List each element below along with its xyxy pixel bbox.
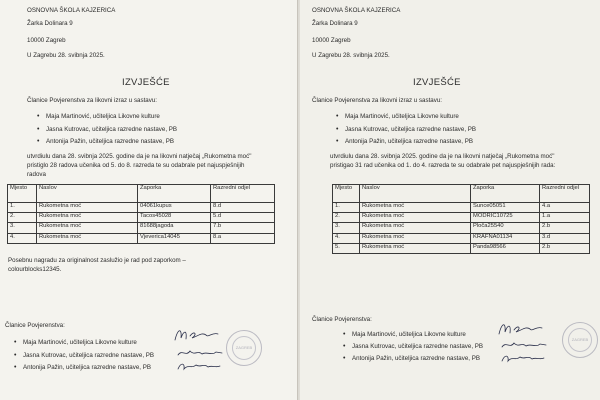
cell-title: Rukometna moć xyxy=(360,233,471,243)
stamp-text: ZAGREB xyxy=(235,345,253,350)
report-page-left xyxy=(0,0,298,400)
cell-code: Panda98566 xyxy=(471,243,540,253)
special-award-note: Posebnu nagradu za originalnost zaslužio je rad pod zaporkom – colourblocks12345. xyxy=(8,257,186,273)
cell-title: Rukometna moć xyxy=(360,203,471,213)
cell-place: 1. xyxy=(8,203,37,213)
cell-class: 4.a xyxy=(540,203,590,213)
table-row xyxy=(8,203,275,213)
school-name: OSNOVNA ŠKOLA KAJZERICA xyxy=(27,7,116,14)
table-row xyxy=(333,203,590,213)
signatory-member: • Maja Martinović, učiteljica Likovne kulture xyxy=(352,331,466,338)
committee-signature-label: Članice Povjerenstva: xyxy=(312,316,372,323)
cell-title: Rukometna moć xyxy=(37,203,138,213)
committee-member: • Antonija Pažin, učiteljica razredne nastave, PB xyxy=(46,138,174,145)
col-header-code: Zaporka xyxy=(138,185,211,203)
findings-statement: utvrdiulu dana 28. svibnja 2025. godine da je na likovni natječaj „Rukometna moć" pristigao 31 rad učenika od 1. do 4. razreda te su odabrale pet najuspješnijih rada: xyxy=(330,153,556,169)
table-row xyxy=(333,223,590,233)
signatory-member: • Maja Martinović, učiteljica Likovne kulture xyxy=(23,339,137,346)
cell-title: Rukometna moć xyxy=(37,223,138,233)
signature-maja xyxy=(172,326,222,344)
report-title: IZVJEŠĆE xyxy=(122,77,170,88)
cell-class: 2.b xyxy=(540,243,590,253)
col-header-class: Razredni odjel xyxy=(211,185,275,203)
cell-code: Ploča25540 xyxy=(471,223,540,233)
cell-title: Rukometna moć xyxy=(360,243,471,253)
committee-member: • Maja Martinović, učiteljica Likovne kulture xyxy=(345,113,459,120)
cell-class: 2.b xyxy=(540,223,590,233)
committee-member: • Maja Martinović, učiteljica Likovne kulture xyxy=(46,113,160,120)
committee-member: • Antonija Pažin, učiteljica razredne nastave, PB xyxy=(345,138,473,145)
school-postcode: 10000 Zagreb xyxy=(312,37,351,44)
cell-code: MODRIĆ10725 xyxy=(471,213,540,223)
cell-class: 7.b xyxy=(211,223,275,233)
table-row xyxy=(333,213,590,223)
committee-signature-label: Članice Povjerenstva: xyxy=(5,322,65,329)
cell-class: 5.d xyxy=(211,213,275,223)
school-name: OSNOVNA ŠKOLA KAJZERICA xyxy=(312,7,401,14)
signature-jasna xyxy=(500,339,548,351)
signatory-member: • Jasna Kutrovac, učiteljica razredne nastave, PB xyxy=(23,352,154,359)
school-stamp xyxy=(226,330,262,366)
school-street: Žarka Dolinara 9 xyxy=(312,20,358,27)
signature-jasna xyxy=(176,347,224,359)
cell-title: Rukometna moć xyxy=(37,213,138,223)
cell-place: 5. xyxy=(333,243,360,253)
signature-maja xyxy=(496,320,546,338)
col-header-place: Mjesto xyxy=(8,185,37,203)
cell-class: 3.d xyxy=(540,233,590,243)
committee-member: • Jasna Kutrovac, učiteljica razredne nastave, PB xyxy=(46,126,177,133)
cell-code: 81688jagoda xyxy=(138,223,211,233)
col-header-title: Naslov xyxy=(37,185,138,203)
cell-place: 4. xyxy=(8,233,37,243)
signature-antonija xyxy=(176,360,222,372)
cell-place: 2. xyxy=(333,213,360,223)
cell-title: Rukometna moć xyxy=(360,213,471,223)
report-page-right xyxy=(300,0,600,400)
report-date: U Zagrebu 28. svibnja 2025. xyxy=(27,52,105,59)
signature-antonija xyxy=(500,352,546,366)
cell-place: 2. xyxy=(8,213,37,223)
signatory-member: • Antonija Pažin, učiteljica razredne nastave, PB xyxy=(23,364,151,371)
report-title: IZVJEŠĆE xyxy=(413,77,461,88)
findings-statement: utvrdiulu dana 28. svibnja 2025. godine da je na likovni natječaj „Rukometna moć" pristiglo 28 radova učenika od 5. do 8. razreda te su odabrale pet najuspješnijih radova xyxy=(27,153,252,178)
cell-class: 8.d xyxy=(211,203,275,213)
table-header-row xyxy=(333,185,590,203)
col-header-class: Razredni odjel xyxy=(540,185,590,203)
table-header-row xyxy=(8,185,275,203)
cell-place: 1. xyxy=(333,203,360,213)
committee-intro: Članice Povjerenstva za likovni izraz u sastavu: xyxy=(27,97,157,104)
committee-member: • Jasna Kutrovac, učiteljica razredne nastave, PB xyxy=(345,126,476,133)
cell-code: KRAFNA01134 xyxy=(471,233,540,243)
school-street: Žarka Dolinara 9 xyxy=(27,20,73,27)
cell-title: Rukometna moć xyxy=(37,233,138,243)
cell-code: Sunce05051 xyxy=(471,203,540,213)
cell-place: 3. xyxy=(333,223,360,233)
table-row xyxy=(333,233,590,243)
cell-code: 04061kupus xyxy=(138,203,211,213)
col-header-place: Mjesto xyxy=(333,185,360,203)
stamp-text: ZAGREB xyxy=(571,337,589,342)
cell-code: Vjeverica14045 xyxy=(138,233,211,243)
table-row xyxy=(8,223,275,233)
results-table xyxy=(332,184,590,254)
signatory-member: • Jasna Kutrovac, učiteljica razredne nastave, PB xyxy=(352,343,483,350)
table-row xyxy=(8,233,275,243)
cell-title: Rukometna moć xyxy=(360,223,471,233)
cell-class: 8.a xyxy=(211,233,275,243)
table-row xyxy=(333,243,590,253)
school-stamp xyxy=(562,322,598,358)
committee-intro: Članice Povjerenstva za likovni izraz u sastavu: xyxy=(312,97,442,104)
cell-class: 1.a xyxy=(540,213,590,223)
results-table xyxy=(7,184,275,244)
signatory-member: • Antonija Pažin, učiteljica razredne nastave, PB xyxy=(352,355,480,362)
cell-place: 4. xyxy=(333,233,360,243)
cell-place: 3. xyxy=(8,223,37,233)
col-header-title: Naslov xyxy=(360,185,471,203)
col-header-code: Zaporka xyxy=(471,185,540,203)
table-row xyxy=(8,213,275,223)
report-date: U Zagrebu 28. svibnja 2025. xyxy=(312,52,390,59)
school-postcode: 10000 Zagreb xyxy=(27,37,66,44)
cell-code: Tacos45028 xyxy=(138,213,211,223)
